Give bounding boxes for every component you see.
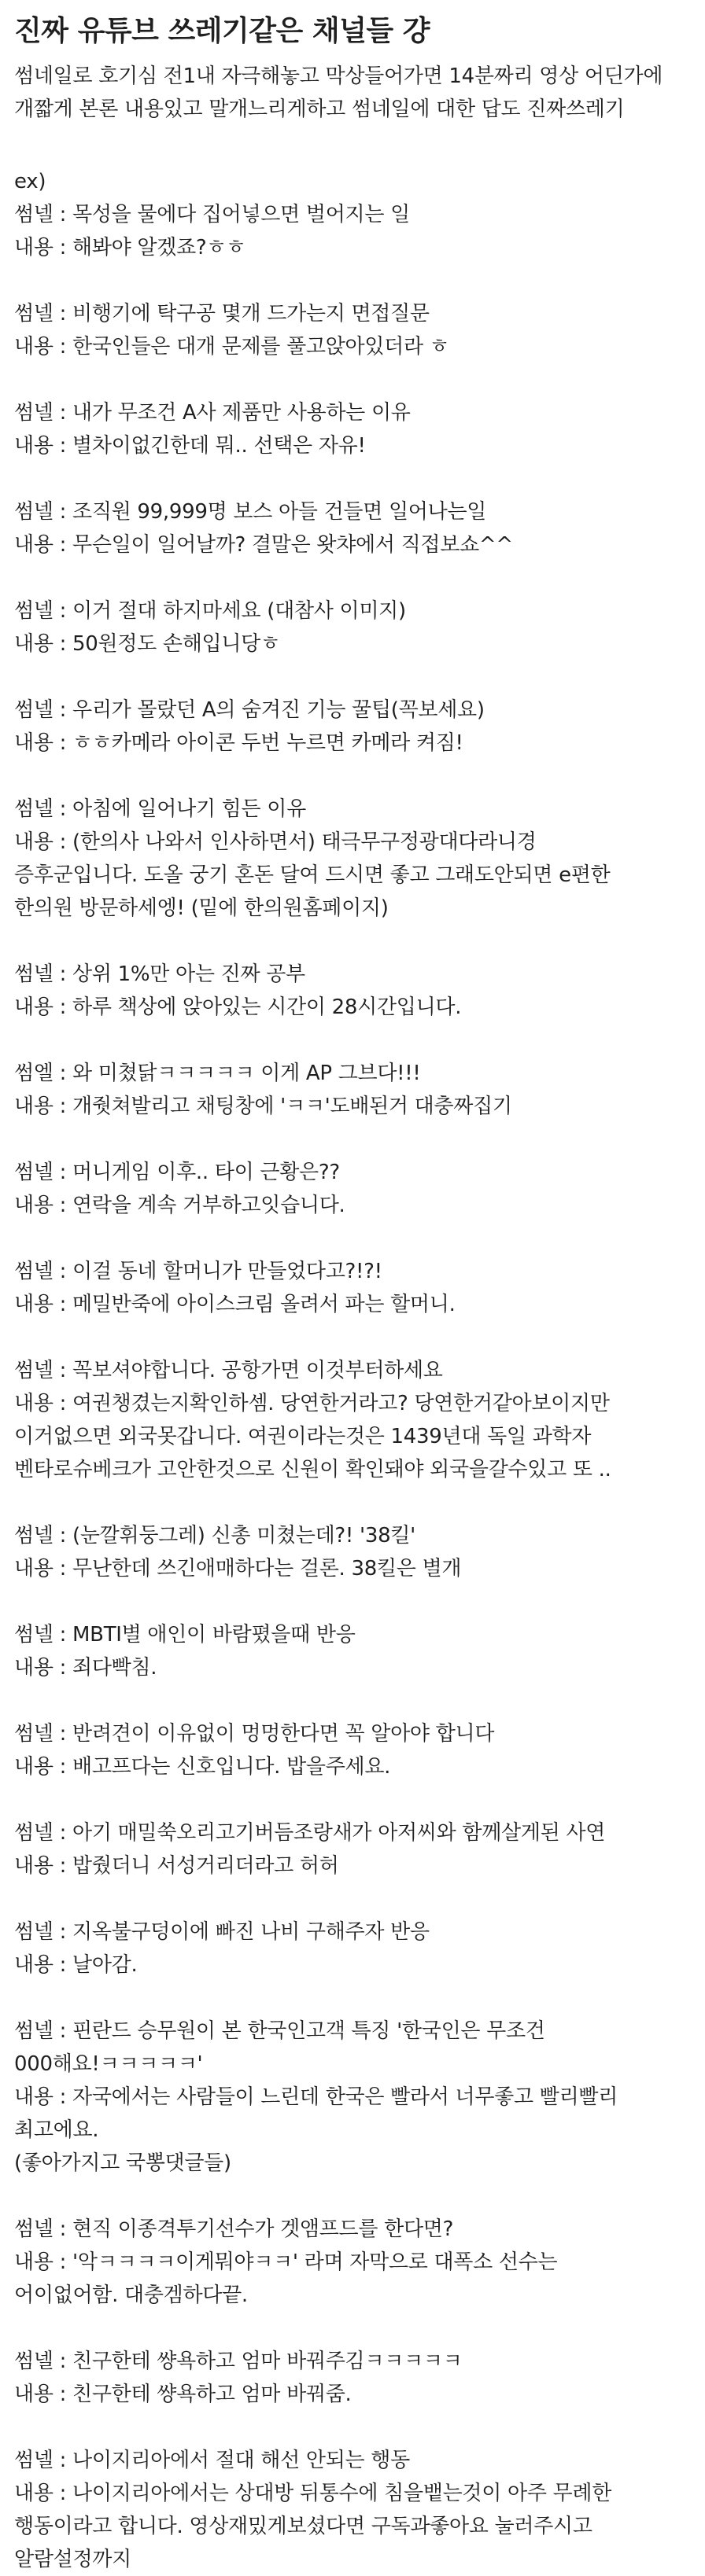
content-line: 내용 : (한의사 나와서 인사하면서) 태극무구정광대다라니경: [14, 830, 537, 854]
thumbnail-line: 썸넬 : 핀란드 승무원이 본 한국인고객 특징 '한국인은 무조건: [14, 2019, 545, 2043]
thumbnail-line: 썸넬 : (눈깔휘둥그레) 신총 미쳤는데?! '38킬': [14, 1524, 416, 1547]
content-line: 알람설정까지: [14, 2548, 131, 2571]
list-item: [14, 1354, 691, 1486]
thumbnail-line: 썸넬 : 이거 절대 하지마세요 (대참사 이미지): [14, 599, 406, 623]
thumbnail-line: 썸엘 : 와 미쳤닭ㅋㅋㅋㅋㅋ 이게 AP 그브다!!!: [14, 1062, 421, 1085]
list-item: [14, 1915, 691, 1982]
content-line: 내용 : 무난한데 쓰긴애매하다는 걸론. 38킬은 별개: [14, 1557, 462, 1581]
content-line: 행동이라고 합니다. 영상재밌게보셨다면 구독과좋아요 눌러주시고: [14, 2515, 592, 2538]
intro-line: 개짧게 본론 내용있고 말개느리게하고 썸네일에 대한 답도 진짜쓰레기: [14, 98, 625, 121]
list-item: [14, 2345, 691, 2411]
entries-root: [14, 198, 691, 2576]
intro-paragraph: [14, 60, 691, 126]
thumbnail-line: 썸넬 : 비행기에 탁구공 몇개 드가는지 면접질문: [14, 302, 430, 326]
thumbnail-line: 썸넬 : 아침에 일어나기 힘든 이유: [14, 797, 306, 821]
intro-line: 썸네일로 호기심 전1내 자극해놓고 막상들어가면 14분짜리 영상 어딘가에: [14, 64, 663, 88]
content-line: 내용 : 자국에서는 사람들이 느린데 한국은 빨라서 너무좋고 빨리빨리: [14, 2085, 618, 2109]
thumbnail-line: 썸넬 : 나이지리아에서 절대 해선 안되는 행동: [14, 2449, 410, 2472]
list-item: [14, 1156, 691, 1222]
list-item: [14, 297, 691, 363]
list-item: [14, 1255, 691, 1321]
list-item: [14, 2444, 691, 2576]
list-item: [14, 2015, 691, 2180]
thumbnail-line: 썸넬 : 조직원 99,999명 보스 아들 건들면 일어나는일: [14, 500, 487, 524]
list-item: [14, 958, 691, 1024]
content-line: 내용 : 연락을 계속 거부하고잇습니다.: [14, 1194, 345, 1217]
thumbnail-line: 썸넬 : 내가 무조건 A사 제품만 사용하는 이유: [14, 401, 411, 425]
list-item: [14, 2213, 691, 2312]
content-line: 내용 : 나이지리아에서는 상대방 뒤통수에 침을뱉는것이 아주 무례한: [14, 2482, 612, 2505]
thumbnail-line: 썸넬 : 꼭보셔야합니다. 공항가면 이것부터하세요: [14, 1359, 443, 1382]
content-line: 한의원 방문하세엥! (밑에 한의원홈페이지): [14, 896, 389, 920]
list-item: [14, 1057, 691, 1123]
thumbnail-line: 썸넬 : 우리가 몰랐던 A의 숨겨진 기능 꿀팁(꼭보세요): [14, 698, 485, 722]
content-line: 내용 : 여권챙겼는지확인하셈. 당연한거라고? 당연한거같아보이지만: [14, 1392, 610, 1415]
content-line: 내용 : 날아감.: [14, 1953, 138, 1977]
entry-list: [14, 165, 691, 2576]
thumbnail-line: 썸넬 : MBTI별 애인이 바람폈을때 반응: [14, 1623, 356, 1647]
list-item: [14, 793, 691, 925]
thumbnail-line: 썸넬 : 현직 이종격투기선수가 겟앰프드를 한다면?: [14, 2217, 454, 2241]
list-item: [14, 495, 691, 561]
content-line: 내용 : 메밀반죽에 아이스크림 올려서 파는 할머니.: [14, 1293, 456, 1316]
list-item: [14, 1816, 691, 1882]
content-line: 내용 : 해봐야 알겠죠?ㅎㅎ: [14, 236, 246, 259]
example-label: ex): [14, 170, 46, 193]
thumbnail-line: 썸넬 : 목성을 물에다 집어넣으면 벌어지는 일: [14, 203, 410, 226]
list-item: [14, 694, 691, 760]
list-item: [14, 1618, 691, 1684]
content-line: 내용 : '악ㅋㅋㅋㅋ이게뭐야ㅋㅋ' 라며 자막으로 대폭소 선수는: [14, 2250, 558, 2274]
content-line: 증후군입니다. 도올 궁기 혼돈 달여 드시면 좋고 그래도안되면 e편한: [14, 863, 611, 887]
content-line: 내용 : ㅎㅎ카메라 아이콘 두번 누르면 카메라 켜짐!: [14, 731, 463, 755]
content-line: 어이없어함. 대충겜하다끝.: [14, 2283, 248, 2307]
content-line: 내용 : 무슨일이 일어날까? 결말은 왓챠에서 직접보쇼^^: [14, 533, 513, 557]
content-line: 000해요!ㅋㅋㅋㅋㅋ': [14, 2052, 203, 2076]
content-line: 내용 : 친구한테 썅욕하고 엄마 바꿔줌.: [14, 2383, 352, 2406]
list-item: [14, 198, 691, 264]
content-line: 내용 : 50원정도 손해입니당ㅎ: [14, 632, 280, 656]
content-line: 이거없으면 외국못갑니다. 여권이라는것은 1439년대 독일 과학자: [14, 1425, 592, 1448]
list-item: [14, 1519, 691, 1585]
thumbnail-line: 썸넬 : 반려견이 이유없이 멍멍한다면 꼭 알아야 합니다: [14, 1722, 495, 1746]
content-line: 최고에요.: [14, 2118, 99, 2142]
thumbnail-line: 썸넬 : 이걸 동네 할머니가 만들었다고?!?!: [14, 1260, 382, 1283]
content-line: 내용 : 하루 책상에 앉아있는 시간이 28시간입니다.: [14, 995, 462, 1019]
content-line: 내용 : 한국인들은 대개 문제를 풀고앉아있더라 ㅎ: [14, 335, 449, 359]
list-item: [14, 396, 691, 462]
content-line: 내용 : 밥줬더니 서성거리더라고 허허: [14, 1854, 339, 1878]
thumbnail-line: 썸넬 : 친구한테 썅욕하고 엄마 바꿔주김ㅋㅋㅋㅋㅋ: [14, 2350, 463, 2373]
thumbnail-line: 썸넬 : 머니게임 이후.. 타이 근황은??: [14, 1161, 340, 1184]
thumbnail-line: 썸넬 : 상위 1%만 아는 진짜 공부: [14, 962, 305, 986]
content-line: 내용 : 죄다빡침.: [14, 1656, 157, 1680]
thumbnail-line: 썸넬 : 아기 매밀쑥오리고기버듬조랑새가 아저씨와 함께살게된 사연: [14, 1821, 606, 1845]
thumbnail-line: 썸넬 : 지옥불구덩이에 빠진 나비 구해주자 반응: [14, 1920, 430, 1944]
content-line: 내용 : 배고프다는 신호입니다. 밥을주세요.: [14, 1755, 391, 1779]
content-line: (좋아가지고 국뽕댓글들): [14, 2151, 231, 2175]
content-line: 벤타로슈베크가 고안한것으로 신원이 확인돼야 외국을갈수있고 또 ..: [14, 1458, 611, 1481]
content-line: 내용 : 별차이없긴한데 뭐.. 선택은 자유!: [14, 434, 366, 458]
list-item: [14, 594, 691, 661]
list-item: [14, 1717, 691, 1783]
content-line: 내용 : 개줫쳐발리고 채팅창에 'ㅋㅋ'도배된거 대충짜집기: [14, 1095, 512, 1118]
post-title: 진짜 유튜브 쓰레기같은 채널들 걍: [14, 15, 430, 47]
